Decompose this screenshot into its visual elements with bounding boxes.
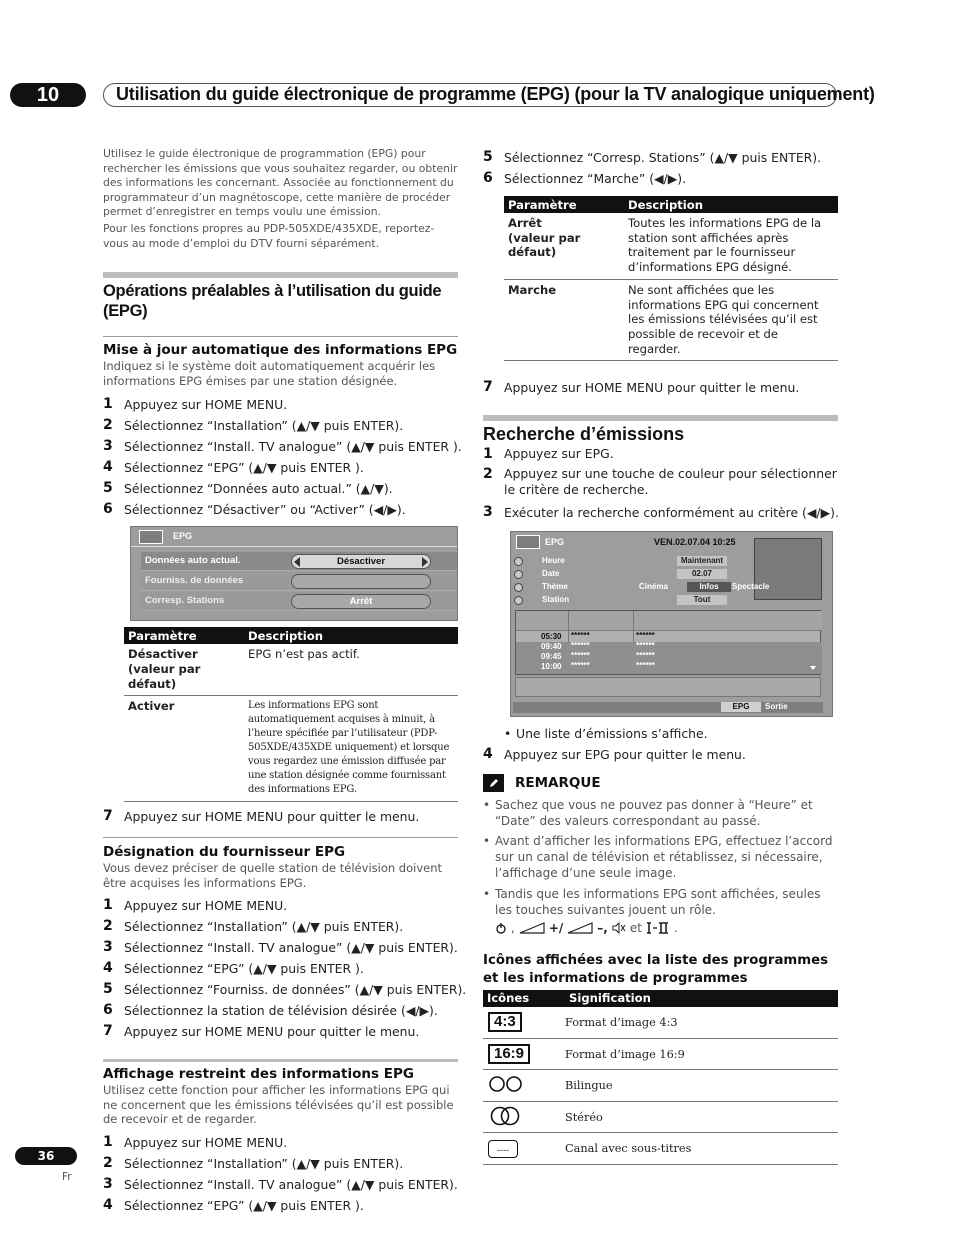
table-row: Bilingue	[483, 1070, 838, 1102]
provider-block	[103, 837, 467, 1042]
step: 5 Sélectionnez “Fourniss. de données” (▲/▼ puis ENTER).	[103, 981, 467, 998]
epg-setup-screen	[130, 526, 458, 621]
table-row: Désactiver (valeur par défaut) EPG n’est pas actif.	[124, 644, 458, 696]
epg-button[interactable]: EPG	[721, 702, 761, 712]
auto-update-steps	[103, 394, 462, 520]
epg-filter-station[interactable]: Station Tout	[542, 595, 727, 606]
auto-update-block	[103, 336, 462, 827]
restricted-title: Affichage restreint des informations EPG	[103, 1066, 414, 1083]
auto-update-title: Mise à jour automatique des informations EPG	[103, 342, 458, 359]
step: 6 Sélectionnez la station de télévision désirée (◀/▶).	[103, 1002, 438, 1019]
arrow-left-icon	[294, 557, 300, 567]
step: 4 Appuyez sur EPG pour quitter le menu.	[483, 745, 746, 762]
epg-filter-heure[interactable]: Heure Maintenant	[542, 556, 727, 567]
page-number: 36	[15, 1147, 77, 1165]
step: 7 Appuyez sur HOME MENU pour quitter le menu.	[483, 379, 800, 396]
intro-paragraph-1: Utilisez le guide électronique de programmation (EPG) pour rechercher les émissions que vous souhaitez regarder, ou obtenir des informations les concernant. Associée au fonctionnement du programmateur d’un magnétoscope, cette manière de procéder permet d’enregistrer en temps voulu une émission.	[103, 147, 458, 219]
intro-paragraph-2: Pour les fonctions propres au PDP-505XDE/435XDE, reportez-vous au mode d’emploi du DTV fourni séparément.	[103, 221, 435, 250]
pencil-icon	[483, 774, 504, 792]
step: 2 Appuyez sur une touche de couleur pour sélectionner le critère de recherche.	[483, 466, 837, 498]
section-title-search: Recherche d’émissions	[483, 424, 685, 445]
right-column	[483, 147, 838, 1165]
arrow-right-icon	[422, 557, 428, 567]
chapter-title: Utilisation du guide électronique de programme (EPG) (pour la TV analogique uniquement)	[116, 84, 875, 104]
step: 6 Sélectionnez “Désactiver” ou “Activer” (◀/▶).	[103, 501, 406, 518]
scroll-down-icon[interactable]	[810, 666, 816, 670]
step: 2 Sélectionnez “Installation” (▲/▼ puis ENTER).	[103, 918, 404, 935]
step: 3 Sélectionnez “Install. TV analogue” (▲/▼ puis ENTER ).	[103, 438, 462, 455]
stations-table: Paramètre Description Arrêt (valeur par défaut) Toutes les informations EPG de la station sont affichées après traitement par le fournisseur d’informations EPG désigné. Marche Ne sont affichées que les informations EPG qui concernent les émissions télévisées qu’il est possible de recevoir et de regarder.	[504, 196, 838, 361]
table-row: Stéréo	[483, 1101, 838, 1133]
volume-down-icon	[567, 922, 593, 934]
step: 4 Sélectionnez “EPG” (▲/▼ puis ENTER ).	[103, 1196, 364, 1213]
table-row: ---- Canal avec sous-titres	[483, 1133, 838, 1165]
auto-update-desc: Indiquez si le système doit automatiquement acquérir les informations EPG émises par une station désignée.	[103, 359, 436, 388]
epg-filter-theme[interactable]: Thème Cinéma Infos Spectacle	[542, 582, 727, 593]
table-row: Marche Ne sont affichées que les informations EPG qui concernent les émissions télévisées qu’il est possible de recevoir et de regarder.	[504, 279, 838, 361]
provider-title: Désignation du fournisseur EPG	[103, 844, 346, 861]
epg-filter-date[interactable]: Date 02.07	[542, 569, 727, 580]
remark-item: • Tandis que les informations EPG sont affichées, seules les touches suivantes jouent un rôle.	[483, 886, 821, 917]
footer-bar	[513, 702, 823, 713]
step: 6 Sélectionnez “Marche” (◀/▶).	[483, 170, 687, 186]
volume-up-icon	[519, 922, 545, 934]
menu-icon	[516, 535, 540, 549]
chapter-number: 10	[10, 83, 86, 107]
step: 4 Sélectionnez “EPG” (▲/▼ puis ENTER ).	[103, 960, 364, 977]
icons-title: Icônes affichées avec la liste des programmes et les informations de programmes	[483, 952, 829, 986]
step: 2 Sélectionnez “Installation” (▲/▼ puis ENTER).	[103, 417, 404, 434]
remark-heading: REMARQUE	[483, 774, 838, 792]
remark-block	[483, 774, 838, 935]
epg-search-screen	[510, 531, 833, 717]
table-row: 16:9 Format d’image 16:9	[483, 1038, 838, 1070]
aspect-16-9-icon: 16:9	[488, 1044, 530, 1064]
section-divider	[103, 272, 458, 278]
programme-list[interactable]: 05:30 09:40 09:45 10:00 ****** ****** ****** ****** ****** ****** ****** ******	[515, 610, 821, 675]
section-divider	[483, 415, 838, 421]
step: 4 Sélectionnez “EPG” (▲/▼ puis ENTER ).	[103, 459, 364, 476]
menu-icon	[139, 530, 163, 544]
remark-item: • Sachez que vous ne pouvez pas donner à “Heure” et “Date” des valeurs correspondant au passé.	[483, 797, 813, 828]
left-column	[103, 147, 467, 1216]
power-icon	[495, 922, 507, 934]
step: 3 Exécuter la recherche conformément au critère (◀/▶).	[483, 504, 839, 521]
osd-row-auto-update[interactable]: Données auto actual. Désactiver	[141, 552, 457, 571]
bilingual-icon	[488, 1075, 524, 1093]
dual-sound-icon	[646, 922, 670, 934]
screen-title: EPG	[545, 537, 565, 548]
restricted-desc: Utilisez cette fonction pour afficher les informations EPG qui ne concernent que les émissions télévisées qu’il est possible de recevoir et de regarder.	[103, 1083, 454, 1127]
mute-icon	[612, 922, 626, 934]
stereo-icon	[488, 1106, 524, 1126]
step: 1 Appuyez sur HOME MENU.	[103, 396, 288, 413]
screen-title: EPG	[173, 531, 193, 542]
remark-item: • Avant d’afficher les informations EPG, effectuez l’accord sur un canal de télévision et rétablissez, si nécessaire, l’affichage d’une seule image.	[483, 833, 833, 881]
step: 5 Sélectionnez “Données auto actual.” (▲/▼).	[103, 480, 393, 497]
provider-desc: Vous devez préciser de quelle station de télévision doivent être acquises les informations EPG.	[103, 861, 443, 890]
table-row: 4:3 Format d’image 4:3	[483, 1007, 838, 1039]
step: 7 Appuyez sur HOME MENU pour quitter le menu.	[103, 1023, 420, 1040]
icons-block	[483, 952, 838, 1165]
step: 1 Appuyez sur HOME MENU.	[103, 1133, 288, 1150]
stations-field[interactable]: Arrêt	[291, 594, 431, 609]
auto-update-table: Paramètre Description Désactiver (valeur par défaut) EPG n’est pas actif. Activer Les informations EPG sont automatiquement acquises à minuit, à l’heure spécifiée par l’utilisateur (PDP-505XDE/435XDE uniquement) et lorsque vous regardez une émission diffusée par une station désignée comme fournissant des informations EPG.	[124, 627, 458, 802]
step: 5 Sélectionnez “Corresp. Stations” (▲/▼ puis ENTER).	[483, 149, 822, 165]
active-keys-row: , +/ –, et .	[495, 921, 838, 935]
restricted-block	[103, 1059, 458, 1216]
provider-field[interactable]	[291, 574, 431, 589]
search-bullet: • Une liste d’émissions s’affiche.	[504, 726, 708, 742]
step: 3 Sélectionnez “Install. TV analogue” (▲/▼ puis ENTER).	[103, 1175, 458, 1192]
osd-row-provider[interactable]: Fourniss. de données	[141, 572, 457, 591]
language-code: Fr	[62, 1171, 72, 1183]
table-row: Arrêt (valeur par défaut) Toutes les informations EPG de la station sont affichées après traitement par le fournisseur d’informations EPG désigné.	[504, 213, 838, 279]
screen-datetime: VEN.02.07.04 10:25	[654, 537, 736, 548]
step: 3 Sélectionnez “Install. TV analogue” (▲/▼ puis ENTER).	[103, 939, 458, 956]
exit-label: Sortie	[765, 702, 788, 712]
step: 1 Appuyez sur HOME MENU.	[103, 897, 288, 914]
section-title-prep: Opérations préalables à l’utilisation du guide (EPG)	[103, 282, 442, 321]
icons-table: Icônes Signification 4:3 Format d’image 4:3 16:9 Format d’image 16:9 Bilingue Stéréo ---- Canal avec sous-titres	[483, 990, 838, 1165]
table-row: Activer Les informations EPG sont automatiquement acquises à minuit, à l’heure spécifiée par l’utilisateur (PDP-505XDE/435XDE uniquement) et lorsque vous regardez une émission diffusée par une station désignée comme fournissant des informations EPG.	[124, 696, 458, 802]
step: 1 Appuyez sur EPG.	[483, 446, 614, 463]
subtitle-icon: ----	[488, 1140, 518, 1158]
step: 2 Sélectionnez “Installation” (▲/▼ puis ENTER).	[103, 1154, 404, 1171]
auto-update-selector[interactable]: Désactiver	[291, 554, 431, 569]
osd-row-stations[interactable]: Corresp. Stations Arrêt	[141, 592, 457, 611]
step: 7 Appuyez sur HOME MENU pour quitter le menu.	[103, 808, 420, 825]
aspect-4-3-icon: 4:3	[488, 1012, 522, 1032]
